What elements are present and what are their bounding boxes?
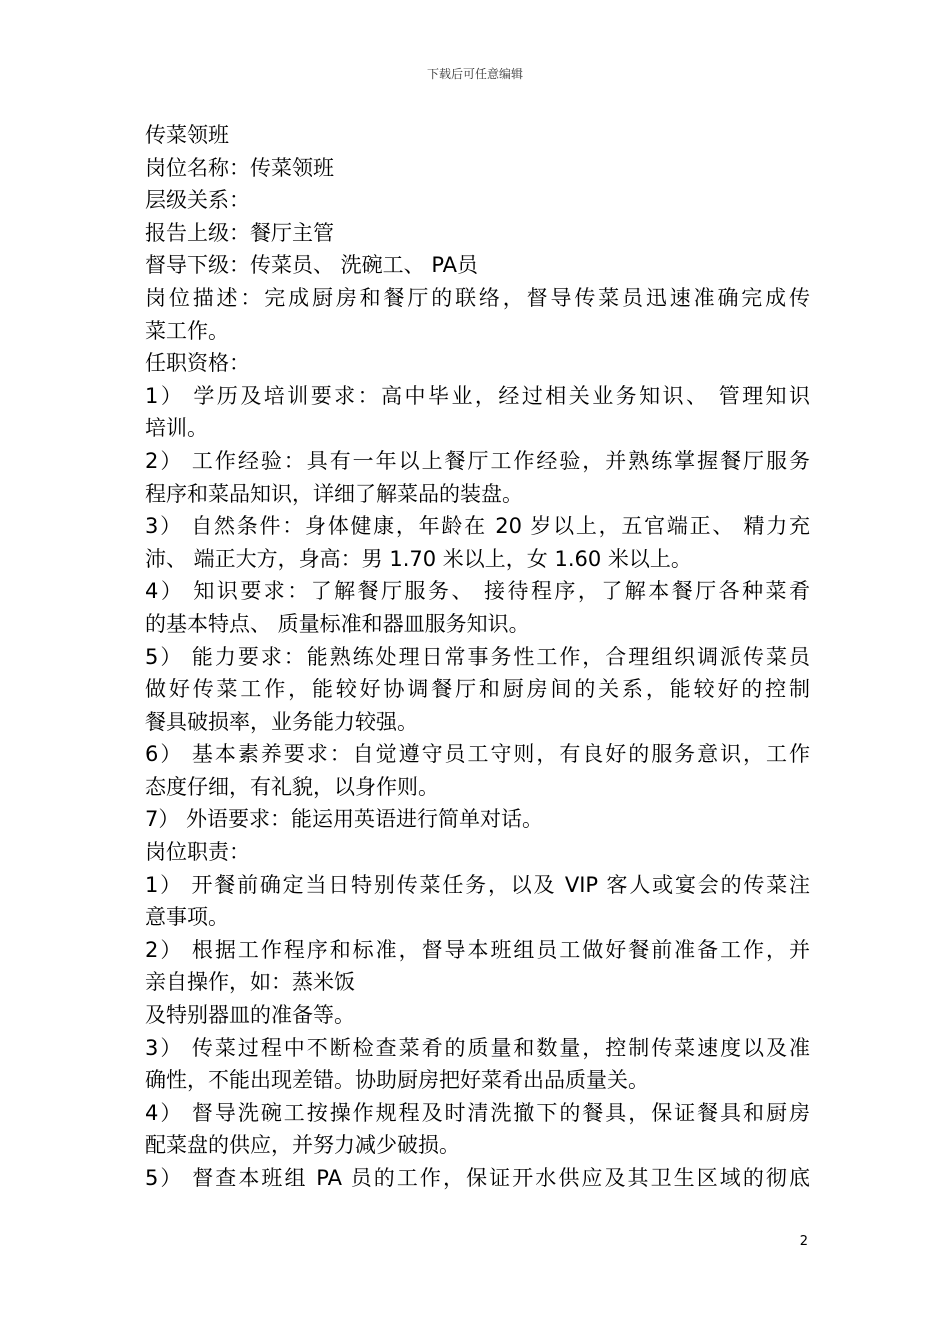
- text-line: 培训。: [145, 416, 208, 441]
- text-line: 餐具破损率，业务能力较强。: [145, 709, 418, 734]
- text-line: 确性，不能出现差错。协助厨房把好菜肴出品质量关。: [145, 1068, 649, 1093]
- text-line: 督导下级：传菜员、 洗碗工、 PA员: [145, 253, 479, 278]
- text-line: 5） 能力要求：能熟练处理日常事务性工作，合理组织调派传菜员: [145, 644, 810, 669]
- text-line: 2） 根据工作程序和标准，督导本班组员工做好餐前准备工作，并: [145, 937, 810, 962]
- text-line: 任职资格：: [145, 351, 250, 376]
- text-line: 5） 督查本班组 PA 员的工作，保证开水供应及其卫生区域的彻底: [145, 1166, 810, 1190]
- text-line: 态度仔细，有礼貌，以身作则。: [145, 774, 439, 799]
- text-line: 1） 开餐前确定当日特别传菜任务，以及 VIP 客人或宴会的传菜注: [145, 872, 810, 897]
- text-line: 岗位职责：: [145, 840, 250, 865]
- text-line: 3） 传菜过程中不断检查菜肴的质量和数量，控制传菜速度以及准: [145, 1035, 810, 1060]
- text-line: 层级关系：: [145, 188, 250, 213]
- text-line: 意事项。: [145, 905, 229, 930]
- page-number: 2: [799, 1234, 808, 1249]
- text-line: 7） 外语要求：能运用英语进行简单对话。: [145, 807, 544, 832]
- document-body: [145, 119, 810, 1195]
- text-line: 报告上级：餐厅主管: [145, 220, 334, 245]
- text-line: 4） 督导洗碗工按操作规程及时清洗撤下的餐具，保证餐具和厨房: [145, 1100, 810, 1125]
- text-line: 菜工作。: [145, 318, 229, 343]
- text-line: 3） 自然条件：身体健康，年龄在 20 岁以上，五官端正、 精力充: [145, 514, 810, 539]
- page-header-note: 下载后可任意编辑: [426, 67, 523, 81]
- text-line: 传菜领班: [145, 123, 229, 147]
- text-line: 亲自操作，如：蒸米饭: [145, 970, 355, 995]
- text-line: 及特别器皿的准备等。: [145, 1003, 355, 1028]
- text-line: 6） 基本素养要求：自觉遵守员工守则，有良好的服务意识，工作: [145, 742, 810, 767]
- text-line: 4） 知识要求：了解餐厅服务、 接待程序，了解本餐厅各种菜肴: [145, 579, 810, 604]
- text-line: 2） 工作经验：具有一年以上餐厅工作经验，并熟练掌握餐厅服务: [145, 448, 810, 473]
- text-line: 沛、 端正大方，身高：男 1.70 米以上，女 1.60 米以上。: [145, 546, 692, 571]
- text-line: 1） 学历及培训要求：高中毕业，经过相关业务知识、 管理知识: [145, 383, 810, 408]
- text-line: 程序和菜品知识，详细了解菜品的装盘。: [145, 481, 523, 506]
- text-line: 岗位名称：传菜领班: [145, 155, 334, 180]
- text-line: 做好传菜工作，能较好协调餐厅和厨房间的关系，能较好的控制: [145, 677, 810, 702]
- text-line: 的基本特点、 质量标准和器皿服务知识。: [145, 611, 530, 636]
- text-line: 岗位描述：完成厨房和餐厅的联络，督导传菜员迅速准确完成传: [145, 285, 810, 310]
- text-line: 配菜盘的供应，并努力减少破损。: [145, 1133, 460, 1158]
